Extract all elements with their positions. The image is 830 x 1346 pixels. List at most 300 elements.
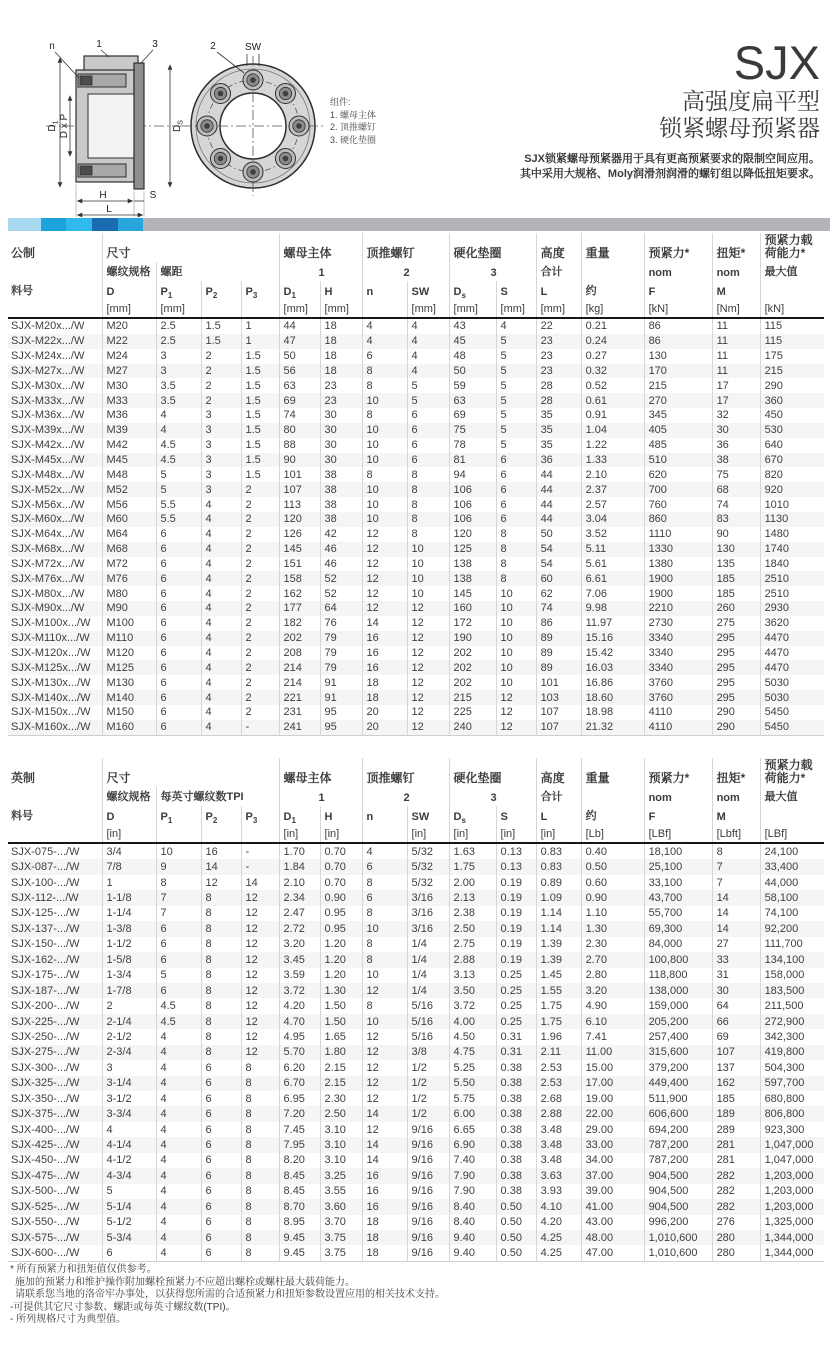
column-header: H <box>320 806 362 825</box>
column-header: $D_s$ <box>449 806 496 825</box>
value-cell: 175 <box>760 349 824 364</box>
spec-table <box>8 758 824 1262</box>
value-cell: 282 <box>712 1184 760 1199</box>
value-cell: 6 <box>496 482 536 497</box>
value-cell: 6.00 <box>449 1106 496 1121</box>
table-row <box>8 393 824 408</box>
value-cell: 33,400 <box>760 859 824 874</box>
part-number-cell: SJX-375-.../W <box>11 1108 80 1121</box>
column-header <box>8 825 102 843</box>
value-cell: 342,300 <box>760 1029 824 1044</box>
value-cell: 90 <box>279 453 320 468</box>
value-cell: 8 <box>407 527 449 542</box>
value-cell: M27 <box>102 364 156 379</box>
value-cell: 86 <box>644 334 712 349</box>
value-cell: 4110 <box>644 705 712 720</box>
value-cell: 6 <box>362 890 407 905</box>
value-cell: 700 <box>644 482 712 497</box>
value-cell: 4470 <box>760 631 824 646</box>
value-cell: 44 <box>536 467 581 482</box>
value-cell: 1/2 <box>407 1091 449 1106</box>
part-number-cell: SJX-M150x.../W <box>11 706 91 719</box>
value-cell: 6.90 <box>449 1137 496 1152</box>
value-cell: 0.38 <box>496 1060 536 1075</box>
value-cell: 6 <box>156 690 201 705</box>
value-cell: 3.93 <box>536 1184 581 1199</box>
value-cell: 9.45 <box>279 1230 320 1245</box>
value-cell: 0.19 <box>496 921 536 936</box>
value-cell: 3 <box>102 1060 156 1075</box>
value-cell: 12 <box>362 1091 407 1106</box>
column-header: F <box>644 281 712 300</box>
value-cell: 80 <box>279 423 320 438</box>
value-cell: 14 <box>362 1106 407 1121</box>
value-cell: 6 <box>201 1153 241 1168</box>
value-cell: 30 <box>320 423 362 438</box>
value-cell: 1,203,000 <box>760 1199 824 1214</box>
part-number-cell: SJX-450-.../W <box>11 1154 80 1167</box>
column-header: 螺纹规格 <box>102 787 156 806</box>
part-number-cell: SJX-M24x.../W <box>11 350 85 363</box>
value-cell: 183,500 <box>760 983 824 998</box>
value-cell: 1.5 <box>241 364 279 379</box>
value-cell: 2.88 <box>449 952 496 967</box>
value-cell: 9 <box>156 859 201 874</box>
value-cell: 16 <box>362 1184 407 1199</box>
value-cell: 6 <box>201 1184 241 1199</box>
value-cell: 8 <box>241 1153 279 1168</box>
value-cell: 10 <box>496 675 536 690</box>
column-header: 约 <box>581 281 644 300</box>
column-header: 顶推螺钉 <box>362 233 449 262</box>
value-cell: 0.38 <box>496 1184 536 1199</box>
value-cell: 182 <box>279 616 320 631</box>
value-cell: 94 <box>449 467 496 482</box>
part-number-cell: SJX-550-.../W <box>11 1216 80 1229</box>
value-cell: 1.30 <box>320 983 362 998</box>
value-cell: 7 <box>712 859 760 874</box>
value-cell: 134,100 <box>760 952 824 967</box>
value-cell: 54 <box>536 557 581 572</box>
value-cell: 11.00 <box>581 1045 644 1060</box>
column-header <box>8 262 102 281</box>
value-cell: 7.06 <box>581 586 644 601</box>
value-cell: 1840 <box>760 557 824 572</box>
value-cell: 1.39 <box>536 937 581 952</box>
value-cell: 90 <box>712 527 760 542</box>
metric-spec-table <box>8 233 824 736</box>
value-cell: 4 <box>156 1230 201 1245</box>
value-cell: 2 <box>241 675 279 690</box>
value-cell: 6 <box>156 937 201 952</box>
part-number-cell: SJX-M120x.../W <box>11 646 91 659</box>
value-cell: 1/4 <box>407 983 449 998</box>
value-cell: 101 <box>536 675 581 690</box>
value-cell: 160 <box>449 601 496 616</box>
value-cell: 6.61 <box>581 571 644 586</box>
value-cell: 103 <box>536 690 581 705</box>
value-cell: 81 <box>449 453 496 468</box>
value-cell: 74 <box>536 601 581 616</box>
column-header: [LBf] <box>644 825 712 843</box>
column-header: 每英寸螺纹数TPI <box>156 787 279 806</box>
value-cell: 8 <box>201 921 241 936</box>
value-cell: 1.22 <box>581 438 644 453</box>
value-cell: 17 <box>712 393 760 408</box>
value-cell: M24 <box>102 349 156 364</box>
value-cell: 8 <box>201 1045 241 1060</box>
value-cell: 7.45 <box>279 1122 320 1137</box>
column-header: [kN] <box>760 300 824 318</box>
value-cell: 0.38 <box>496 1106 536 1121</box>
value-cell: 32 <box>712 408 760 423</box>
value-cell: 8.40 <box>449 1215 496 1230</box>
column-header: S <box>496 806 536 825</box>
value-cell: 2.75 <box>449 937 496 952</box>
value-cell: 62 <box>536 586 581 601</box>
table-row <box>8 467 824 482</box>
value-cell: 3.10 <box>320 1137 362 1152</box>
value-cell: 0.90 <box>581 890 644 905</box>
value-cell: 4 <box>156 1029 201 1044</box>
value-cell: 5.50 <box>449 1076 496 1091</box>
value-cell: 8.40 <box>449 1199 496 1214</box>
value-cell: 1.5 <box>201 318 241 334</box>
table-row <box>8 1230 824 1245</box>
column-header: [mm] <box>449 300 496 318</box>
value-cell: 1/4 <box>407 968 449 983</box>
value-cell: 12 <box>496 705 536 720</box>
value-cell: 1130 <box>760 512 824 527</box>
value-cell: 4.25 <box>536 1230 581 1245</box>
value-cell: 8 <box>241 1137 279 1152</box>
value-cell: 360 <box>760 393 824 408</box>
part-number-cell: SJX-425-.../W <box>11 1139 80 1152</box>
value-cell: 3340 <box>644 660 712 675</box>
value-cell: 6 <box>156 720 201 735</box>
value-cell: 138 <box>449 557 496 572</box>
value-cell: 12 <box>241 1045 279 1060</box>
value-cell: 11 <box>712 349 760 364</box>
column-header: 尺寸 <box>102 233 279 262</box>
value-cell: 22.00 <box>581 1106 644 1121</box>
value-cell: 8 <box>407 467 449 482</box>
value-cell: 5.70 <box>279 1045 320 1060</box>
value-cell: 787,200 <box>644 1153 712 1168</box>
value-cell: 4 <box>362 334 407 349</box>
table-row <box>8 586 824 601</box>
value-cell: 18 <box>362 1230 407 1245</box>
part-number-cell: SJX-M20x.../W <box>11 320 85 333</box>
value-cell: 1-7/8 <box>102 983 156 998</box>
value-cell: 1/2 <box>407 1060 449 1075</box>
part-number-cell: SJX-M33x.../W <box>11 394 85 407</box>
value-cell: 275 <box>712 616 760 631</box>
value-cell: 158,000 <box>760 968 824 983</box>
value-cell: 2.34 <box>279 890 320 905</box>
value-cell: 22 <box>536 318 581 334</box>
value-cell: 60 <box>536 571 581 586</box>
value-cell: 4.20 <box>536 1215 581 1230</box>
value-cell: 5450 <box>760 720 824 735</box>
value-cell: 56 <box>279 364 320 379</box>
value-cell: 5.75 <box>449 1091 496 1106</box>
value-cell: 16 <box>362 660 407 675</box>
column-header: 约 <box>581 806 644 825</box>
value-cell: M80 <box>102 586 156 601</box>
callout-2: 2 <box>210 41 216 52</box>
value-cell: 107 <box>536 720 581 735</box>
value-cell: 5 <box>496 378 536 393</box>
column-header: [LBf] <box>760 825 824 843</box>
value-cell: 111,700 <box>760 937 824 952</box>
value-cell: 2 <box>241 690 279 705</box>
table-row <box>8 571 824 586</box>
value-cell: 7 <box>156 906 201 921</box>
table-row <box>8 720 824 735</box>
value-cell: 4 <box>201 512 241 527</box>
value-cell: 1.33 <box>581 453 644 468</box>
value-cell: 257,400 <box>644 1029 712 1044</box>
table-row <box>8 1091 824 1106</box>
footnote-line: 施加的预紧力和维护操作附加螺栓预紧力不应超出螺栓或螺柱最大载荷能力。 <box>15 1276 355 1288</box>
part-number-cell: SJX-200-.../W <box>11 1000 80 1013</box>
value-cell: 2.50 <box>320 1106 362 1121</box>
value-cell: 4.5 <box>156 1014 201 1029</box>
value-cell: 9/16 <box>407 1245 449 1261</box>
value-cell: 0.38 <box>496 1137 536 1152</box>
part-number-cell: SJX-M48x.../W <box>11 468 85 481</box>
legend-title: 组件: <box>330 97 351 107</box>
value-cell: 3.5 <box>156 393 201 408</box>
value-cell: 0.19 <box>496 890 536 905</box>
value-cell: 0.13 <box>496 843 536 859</box>
table-row <box>8 660 824 675</box>
value-cell: 31 <box>712 968 760 983</box>
value-cell: 3-3/4 <box>102 1106 156 1121</box>
value-cell: 202 <box>449 646 496 661</box>
column-header: 最大值 <box>760 787 824 806</box>
value-cell: 1-3/4 <box>102 968 156 983</box>
value-cell: 8 <box>241 1122 279 1137</box>
value-cell: 1/2 <box>407 1076 449 1091</box>
table-row <box>8 937 824 952</box>
value-cell: 2.70 <box>581 952 644 967</box>
value-cell: 5-1/2 <box>102 1215 156 1230</box>
accent-segment <box>66 218 92 231</box>
part-number-cell: SJX-M140x.../W <box>11 691 91 704</box>
dim-label-s: S <box>149 190 157 201</box>
table-row <box>8 875 824 890</box>
part-number-cell: SJX-M160x.../W <box>11 721 91 734</box>
dim-label-dxp: D x P <box>59 113 70 139</box>
value-cell: 18 <box>320 349 362 364</box>
value-cell: 4.10 <box>536 1199 581 1214</box>
value-cell: 9/16 <box>407 1184 449 1199</box>
value-cell: 38 <box>712 453 760 468</box>
value-cell: 0.50 <box>496 1230 536 1245</box>
value-cell: 1,203,000 <box>760 1168 824 1183</box>
value-cell: 43.00 <box>581 1215 644 1230</box>
value-cell: 23 <box>536 364 581 379</box>
value-cell: 6.65 <box>449 1122 496 1137</box>
part-number-cell: SJX-M90x.../W <box>11 602 85 615</box>
value-cell: 1.5 <box>241 453 279 468</box>
value-cell: 1,010,600 <box>644 1245 712 1261</box>
column-header: 3 <box>449 262 536 281</box>
value-cell: 4 <box>201 616 241 631</box>
value-cell: 185 <box>712 586 760 601</box>
part-number-cell: SJX-M27x.../W <box>11 364 85 377</box>
value-cell: 5 <box>496 438 536 453</box>
value-cell: 4 <box>407 318 449 334</box>
accent-bar <box>8 218 830 231</box>
part-number-cell: SJX-475-.../W <box>11 1169 80 1182</box>
value-cell: 1740 <box>760 542 824 557</box>
column-header: 高度 <box>536 233 581 262</box>
product-subtitle-1: 高强度扁平型 <box>682 88 820 114</box>
value-cell: 2.5 <box>156 334 201 349</box>
value-cell: 10 <box>362 968 407 983</box>
value-cell: 3.70 <box>320 1215 362 1230</box>
value-cell: 1900 <box>644 586 712 601</box>
value-cell: 276 <box>712 1215 760 1230</box>
value-cell: 640 <box>760 438 824 453</box>
value-cell: 6 <box>102 1245 156 1261</box>
value-cell: 0.38 <box>496 1076 536 1091</box>
value-cell: 2 <box>241 482 279 497</box>
table-row <box>8 998 824 1013</box>
value-cell: 2.80 <box>581 968 644 983</box>
value-cell: 68 <box>712 482 760 497</box>
value-cell: 2.38 <box>449 906 496 921</box>
column-header: 扭矩* <box>712 233 760 262</box>
value-cell: 59 <box>449 378 496 393</box>
value-cell: 1.5 <box>241 378 279 393</box>
value-cell: 18 <box>320 318 362 334</box>
column-header: nom <box>712 787 760 806</box>
value-cell: 7.41 <box>581 1029 644 1044</box>
value-cell: 48.00 <box>581 1230 644 1245</box>
value-cell: 260 <box>712 601 760 616</box>
value-cell: 5/16 <box>407 998 449 1013</box>
value-cell: 8 <box>362 937 407 952</box>
value-cell: 231 <box>279 705 320 720</box>
value-cell: 5/32 <box>407 875 449 890</box>
value-cell: 6 <box>201 1215 241 1230</box>
value-cell: 23 <box>536 334 581 349</box>
value-cell: 4 <box>156 1091 201 1106</box>
value-cell: 923,300 <box>760 1122 824 1137</box>
value-cell: 9/16 <box>407 1230 449 1245</box>
column-header: 重量 <box>581 233 644 262</box>
value-cell: 0.38 <box>496 1153 536 1168</box>
header-row <box>8 233 824 262</box>
value-cell: 12 <box>362 1060 407 1075</box>
value-cell: 3-1/4 <box>102 1076 156 1091</box>
value-cell: 3.72 <box>449 998 496 1013</box>
table-row <box>8 1014 824 1029</box>
value-cell: 10 <box>362 438 407 453</box>
value-cell: 8.45 <box>279 1168 320 1183</box>
value-cell: 5 <box>496 334 536 349</box>
column-header: [mm] <box>320 300 362 318</box>
part-number-cell: SJX-M125x.../W <box>11 661 91 674</box>
value-cell: - <box>241 720 279 735</box>
value-cell: 280 <box>712 1230 760 1245</box>
value-cell: 5.5 <box>156 512 201 527</box>
value-cell: 14 <box>201 859 241 874</box>
value-cell: 6 <box>156 660 201 675</box>
value-cell: 0.38 <box>496 1091 536 1106</box>
value-cell: 21.32 <box>581 720 644 735</box>
value-cell: 12 <box>362 542 407 557</box>
table-row <box>8 349 824 364</box>
column-header: 英制 <box>11 771 36 785</box>
value-cell: 4 <box>156 1045 201 1060</box>
value-cell: 2.10 <box>279 875 320 890</box>
value-cell: 2.5 <box>156 318 201 334</box>
value-cell: 6 <box>156 705 201 720</box>
value-cell: 215 <box>449 690 496 705</box>
value-cell: 4 <box>156 408 201 423</box>
value-cell: 680,800 <box>760 1091 824 1106</box>
column-header: [in] <box>496 825 536 843</box>
value-cell: 4 <box>201 497 241 512</box>
value-cell: 0.60 <box>581 875 644 890</box>
value-cell: 8.95 <box>279 1215 320 1230</box>
value-cell: 107 <box>712 1045 760 1060</box>
table-row <box>8 843 824 859</box>
value-cell: 27 <box>712 937 760 952</box>
value-cell: 2-1/2 <box>102 1029 156 1044</box>
value-cell: 1.65 <box>320 1029 362 1044</box>
value-cell: 34.00 <box>581 1153 644 1168</box>
value-cell: 3 <box>156 364 201 379</box>
title-block <box>400 38 820 182</box>
value-cell: 2.88 <box>536 1106 581 1121</box>
value-cell: 405 <box>644 423 712 438</box>
value-cell: 18 <box>320 334 362 349</box>
column-header: 硬化垫圈 <box>449 233 536 262</box>
value-cell: 4.20 <box>279 998 320 1013</box>
value-cell: 10 <box>407 571 449 586</box>
column-header: nom <box>644 262 712 281</box>
value-cell: M150 <box>102 705 156 720</box>
product-subtitle-2: 锁紧螺母预紧器 <box>659 115 820 141</box>
value-cell: 89 <box>536 631 581 646</box>
value-cell: M76 <box>102 571 156 586</box>
value-cell: 138,000 <box>644 983 712 998</box>
value-cell: 280 <box>712 1245 760 1261</box>
value-cell: 2.53 <box>536 1076 581 1091</box>
table-row <box>8 378 824 393</box>
value-cell: 5 <box>156 467 201 482</box>
value-cell: 4.50 <box>449 1029 496 1044</box>
value-cell: 0.70 <box>320 875 362 890</box>
value-cell: 2 <box>241 646 279 661</box>
table-row <box>8 1106 824 1121</box>
value-cell: 12 <box>362 1045 407 1060</box>
value-cell: 8 <box>241 1106 279 1121</box>
imperial-spec-table <box>8 758 824 1262</box>
value-cell: 6 <box>156 983 201 998</box>
value-cell: 2 <box>241 542 279 557</box>
value-cell: 4 <box>201 631 241 646</box>
value-cell: M52 <box>102 482 156 497</box>
value-cell: 44 <box>279 318 320 334</box>
value-cell: 66 <box>712 1014 760 1029</box>
